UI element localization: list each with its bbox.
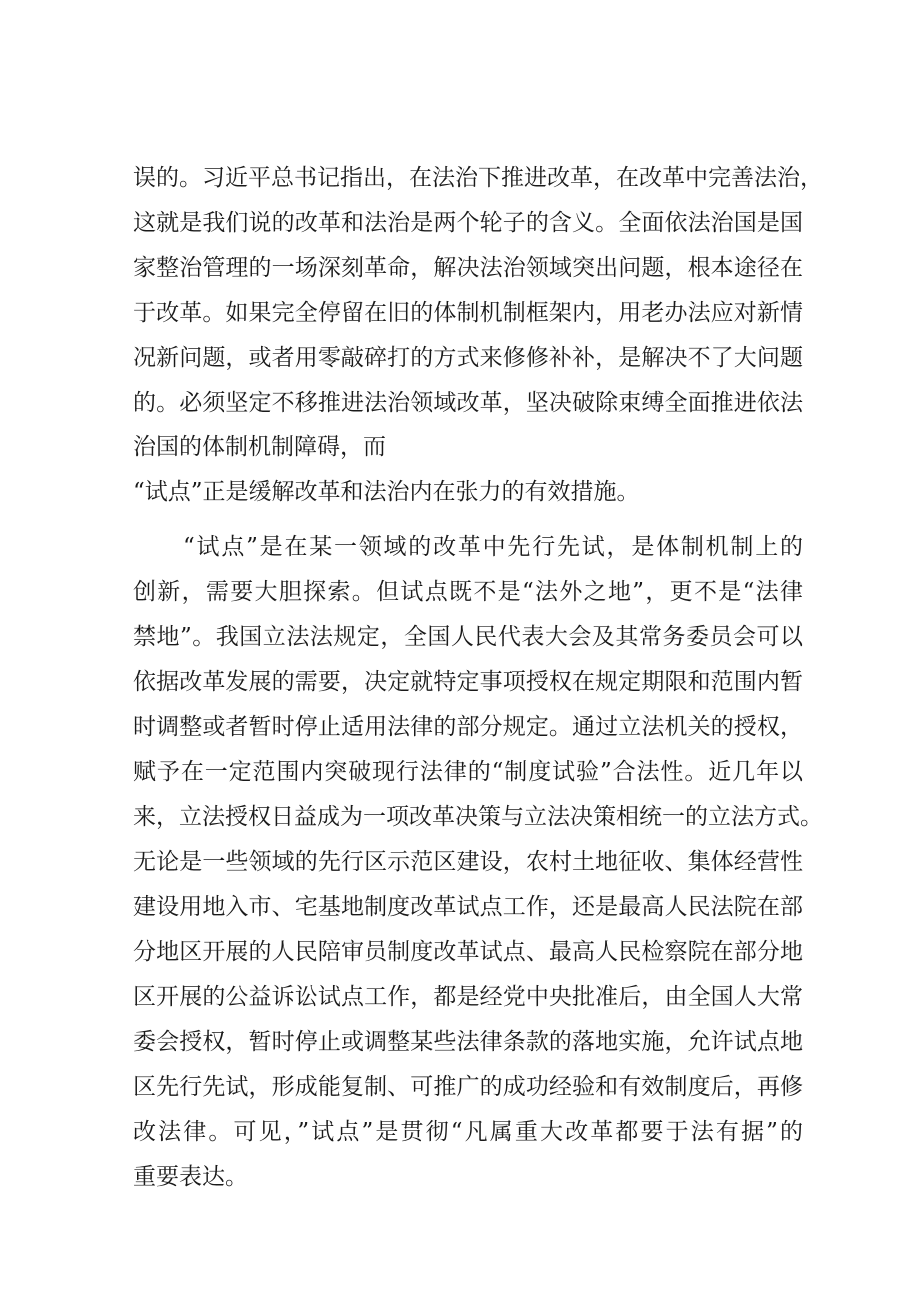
text-line-3: 家整治管理的一场深刻革命，解决法治领域突出问题，根本途径在: [133, 255, 803, 281]
paragraph-2-first-line: “试点”是在某一领域的改革中先行先试，是体制机制上的: [183, 534, 803, 560]
text-line-15: 来，立法授权日益成为一项改革决策与立法决策相统一的立法方式。: [133, 804, 823, 830]
text-line-4: 于改革。如果完全停留在旧的体制机制框架内，用老办法应对新情: [133, 300, 803, 326]
text-line-6: 的。必须坚定不移推进法治领域改革，坚决破除束缚全面推进依法: [133, 390, 803, 416]
text-line-5: 况新问题，或者用零敲碎打的方式来修修补补，是解决不了大问题: [133, 345, 803, 371]
text-line-17: 建设用地入市、宅基地制度改革试点工作，还是最高人民法院在部: [133, 894, 803, 920]
text-line-14: 赋予在一定范围内突破现行法律的“制度试验”合法性。近几年以: [133, 759, 803, 785]
text-line-20: 委会授权，暂时停止或调整某些法律条款的落地实施，允许试点地: [133, 1029, 803, 1055]
text-line-8: “试点”正是缓解改革和法治内在张力的有效措施。: [133, 479, 640, 505]
text-line-12: 依据改革发展的需要，决定就特定事项授权在规定期限和范围内暂: [133, 669, 803, 695]
text-line-22: 改法律。可见，”试点”是贯彻“凡属重大改革都要于法有据”的: [133, 1119, 803, 1145]
text-line-21: 区先行先试，形成能复制、可推广的成功经验和有效制度后，再修: [133, 1074, 803, 1100]
text-line-13: 时调整或者暂时停止适用法律的部分规定。通过立法机关的授权，: [133, 714, 803, 740]
text-line-18: 分地区开展的人民陪审员制度改革试点、最高人民检察院在部分地: [133, 939, 803, 965]
text-line-19: 区开展的公益诉讼试点工作，都是经党中央批准后，由全国人大常: [133, 984, 803, 1010]
text-line-1: 误的。习近平总书记指出，在法治下推进改革，在改革中完善法治，: [133, 165, 823, 191]
text-line-2: 这就是我们说的改革和法治是两个轮子的含义。全面依法治国是国: [133, 210, 803, 236]
text-line-7: 治国的体制机制障碍，而: [133, 434, 386, 460]
text-line-16: 无论是一些领域的先行区示范区建设，农村土地征收、集体经营性: [133, 849, 803, 875]
text-line-11: 禁地”。我国立法法规定，全国人民代表大会及其常务委员会可以: [133, 624, 803, 650]
text-line-23: 重要表达。: [133, 1164, 248, 1190]
text-line-10: 创新，需要大胆探索。但试点既不是“法外之地”，更不是“法律: [133, 579, 803, 605]
